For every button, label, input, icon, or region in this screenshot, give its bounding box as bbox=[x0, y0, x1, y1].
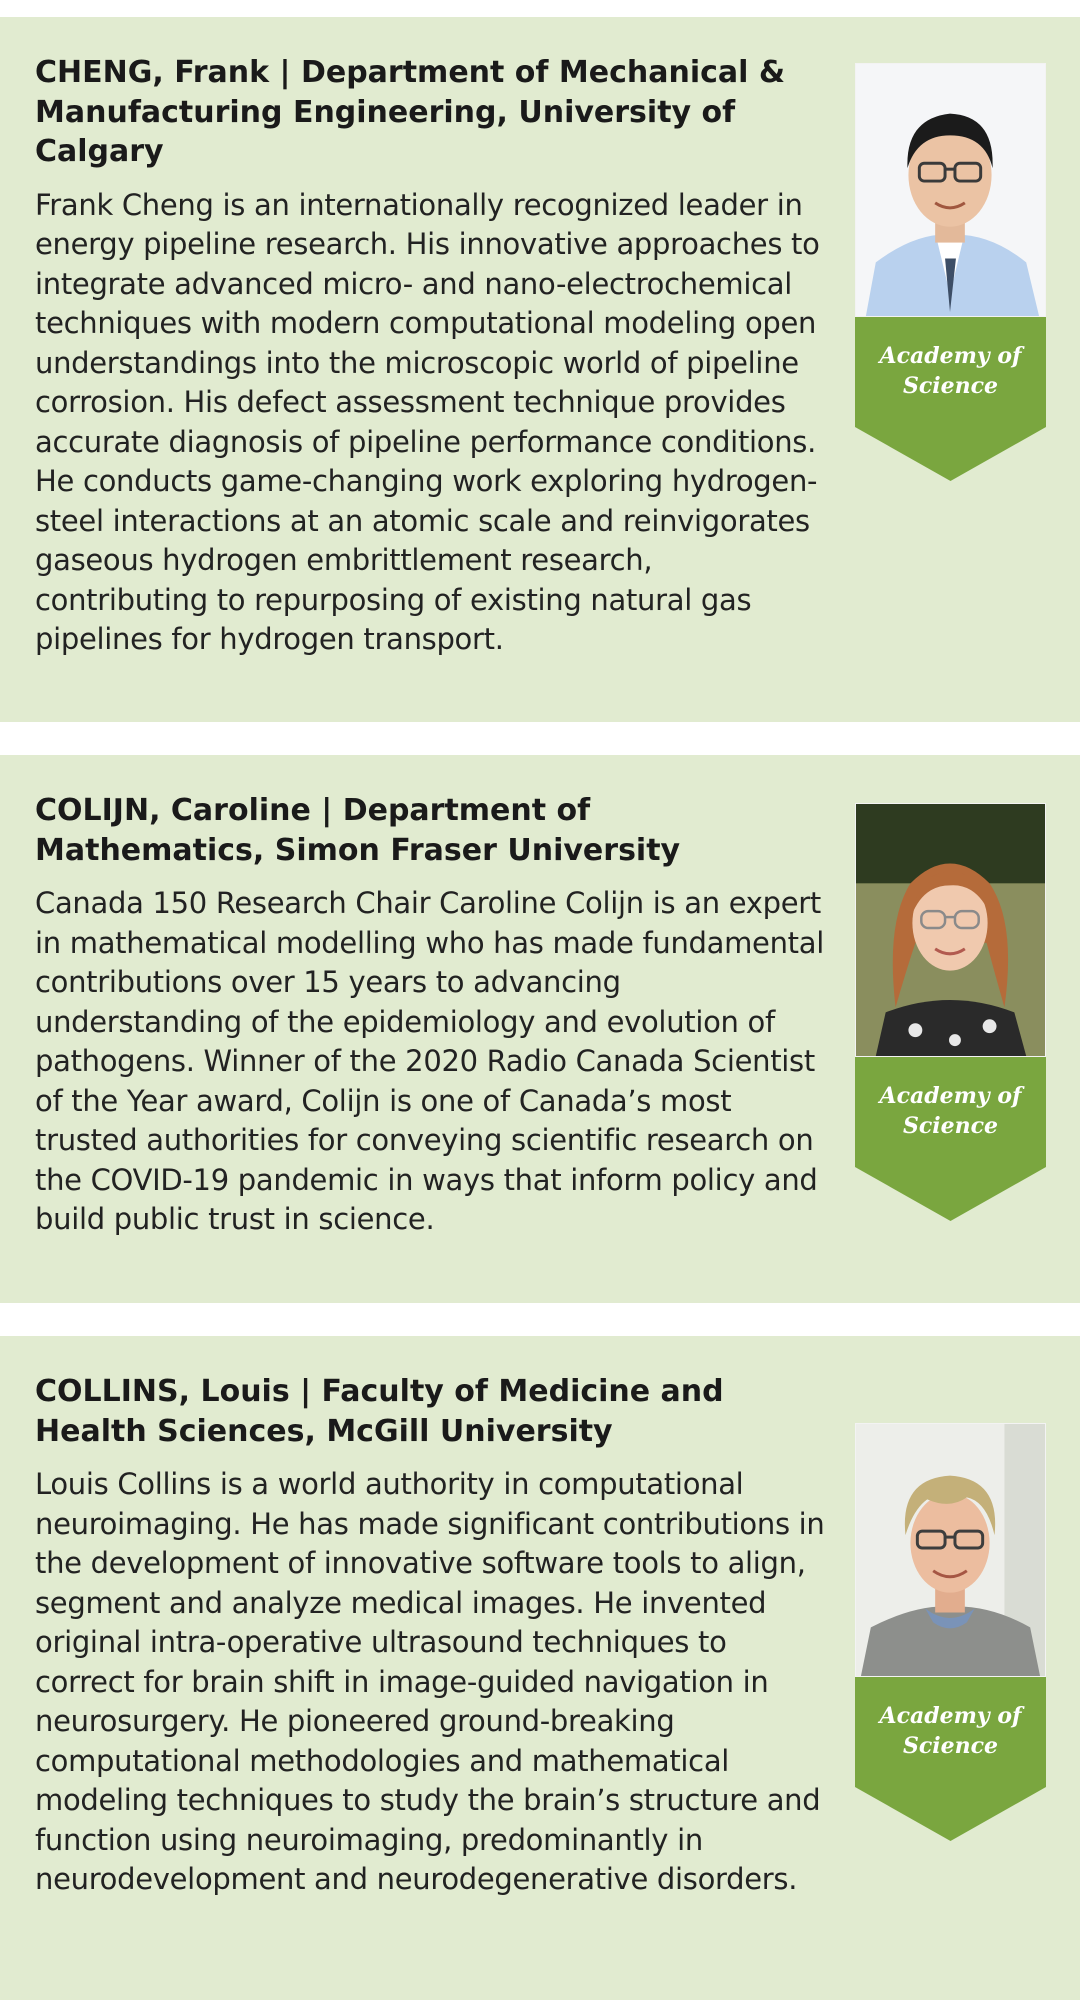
fellow-card-cheng bbox=[0, 17, 1080, 722]
fellow-text bbox=[35, 791, 825, 1240]
fellow-biography: Louis Collins is a world authority in computational neuroimaging. He has made significant contributions in the development of innovative software tools to align, segment and analyze medical images. He invented original intra-operative ultrasound techniques to correct for brain shift in image-guided navigation in neurosurgery. He pioneered ground-breaking computational methodologies and mathematical modeling techniques to study the brain’s structure and function using neuroimaging, predominantly in neurodevelopment and neurodegenerative disorders. bbox=[35, 1467, 825, 1896]
academy-badge-line: Science bbox=[902, 1733, 999, 1759]
portrait-man-glasses-icon bbox=[856, 64, 1045, 316]
academy-badge-label bbox=[855, 341, 1046, 401]
academy-badge-line: Academy of bbox=[879, 1083, 1022, 1109]
portrait-photo bbox=[855, 1423, 1046, 1677]
portrait-photo bbox=[855, 63, 1046, 317]
fellow-biography: Frank Cheng is an internationally recognized leader in energy pipeline research. His innovative approaches to integrate advanced micro- and nano-electrochemical techniques with modern computational modeling open understandings into the microscopic world of pipeline corrosion. His defect assessment technique provides accurate diagnosis of pipeline performance conditions. He conducts game-changing work exploring hydrogen-steel interactions at an atomic scale and reinvigorates gaseous hydrogen embrittlement research, contributing to repurposing of existing natural gas pipelines for hydrogen transport. bbox=[35, 187, 820, 656]
academy-badge-label bbox=[855, 1701, 1046, 1761]
fellow-text bbox=[35, 1372, 825, 1900]
fellow-card-collins bbox=[0, 1336, 1080, 2000]
fellow-text bbox=[35, 53, 825, 660]
academy-badge bbox=[855, 1057, 1046, 1221]
academy-badge bbox=[855, 1677, 1046, 1841]
portrait-photo bbox=[855, 803, 1046, 1057]
fellow-card-colijn bbox=[0, 755, 1080, 1303]
fellow-name-heading: COLLINS, Louis | Faculty of Medicine and Health Sciences, McGill University bbox=[35, 1374, 724, 1449]
academy-badge bbox=[855, 317, 1046, 481]
photo-column bbox=[855, 63, 1046, 481]
fellow-biography: Canada 150 Research Chair Caroline Colijn is an expert in mathematical modelling who has made fundamental contributions over 15 years to advancing understanding of the epidemiology and evolution of pathogens. Winner of the 2020 Radio Canada Scientist of the Year award, Colijn is one of Canada’s most trusted authorities for conveying scientific research on the COVID-19 pandemic in ways that inform policy and build public trust in science. bbox=[35, 886, 824, 1236]
portrait-man-glasses-icon bbox=[856, 1424, 1045, 1676]
academy-badge-label bbox=[855, 1081, 1046, 1141]
academy-badge-line: Academy of bbox=[879, 1703, 1022, 1729]
academy-badge-line: Science bbox=[902, 1113, 999, 1139]
fellow-name-heading: CHENG, Frank | Department of Mechanical & Manufacturing Engineering, University of Calgary bbox=[35, 55, 786, 169]
fellow-name-heading: COLIJN, Caroline | Department of Mathematics, Simon Fraser University bbox=[35, 793, 681, 868]
academy-badge-line: Academy of bbox=[879, 343, 1022, 369]
photo-column bbox=[855, 1423, 1046, 1841]
academy-badge-line: Science bbox=[902, 373, 999, 399]
photo-column bbox=[855, 803, 1046, 1221]
portrait-woman-glasses-icon bbox=[856, 804, 1045, 1056]
